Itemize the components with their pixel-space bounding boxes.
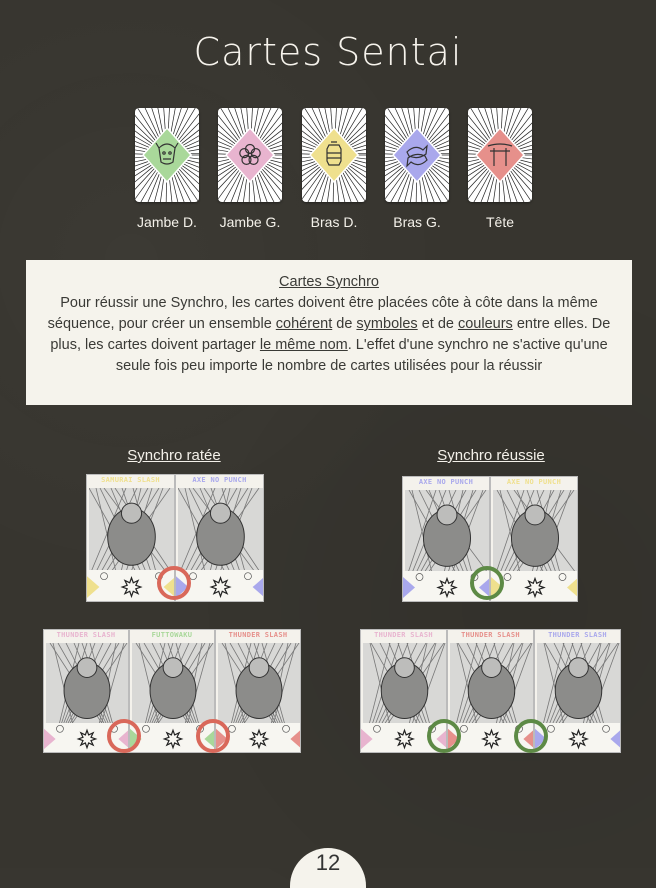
match-circle bbox=[514, 719, 548, 753]
card-type-bras-d bbox=[289, 108, 379, 230]
example-failed-bottom bbox=[43, 629, 303, 753]
card-illustration bbox=[363, 643, 446, 725]
card-back bbox=[468, 108, 532, 202]
card-back bbox=[218, 108, 282, 202]
synchro-rules-panel bbox=[26, 260, 632, 405]
match-circle bbox=[470, 566, 504, 600]
card-type-tete bbox=[455, 108, 545, 230]
card-type-label: Jambe G. bbox=[219, 214, 281, 230]
card-illustration bbox=[405, 490, 489, 573]
panel-text: Pour réussir une Synchro, les cartes doivent être placées côte à côte dans la même séquence, pour créer un ensemble cohérent de symboles et de couleurs entre elles. De plus, les cartes doivent partager le même nom. L'effet d'une synchro ne s'active qu'une seule fois peu importe le nombre de cartes utilisées pour la réussir bbox=[47, 295, 611, 374]
example-success-bottom bbox=[360, 629, 621, 753]
card-name: THUNDER SLASH bbox=[56, 631, 116, 639]
card-name: THUNDER SLASH bbox=[374, 631, 433, 639]
mismatch-circle bbox=[157, 566, 191, 600]
card-type-label: Bras G. bbox=[393, 214, 441, 230]
card-name: THUNDER SLASH bbox=[548, 631, 607, 639]
match-circle bbox=[427, 719, 461, 753]
card-illustration bbox=[178, 488, 263, 572]
card-illustration bbox=[132, 643, 214, 725]
card-back bbox=[135, 108, 199, 202]
card-back bbox=[385, 108, 449, 202]
card-type-label: Tête bbox=[485, 214, 514, 230]
card-type-bras-g bbox=[372, 108, 462, 230]
card-type-label: Jambe D. bbox=[137, 214, 197, 230]
card-name: AXE NO PUNCH bbox=[418, 478, 474, 486]
card-name: THUNDER SLASH bbox=[461, 631, 520, 639]
card-symbol-strip bbox=[491, 571, 578, 601]
card-illustration bbox=[89, 488, 174, 572]
card-illustration bbox=[450, 643, 533, 725]
card-illustration bbox=[493, 490, 577, 573]
card-name: THUNDER SLASH bbox=[228, 631, 288, 639]
card-name: SAMURAI SLASH bbox=[101, 476, 160, 484]
mismatch-circle bbox=[196, 719, 230, 753]
card-type-jambe-d bbox=[122, 108, 212, 230]
page-title: Cartes Sentai bbox=[193, 30, 463, 74]
success-synchro-heading: Synchro réussie bbox=[437, 447, 545, 464]
card-name: FUTTOWAKU bbox=[151, 631, 193, 639]
card-type-jambe-g bbox=[205, 108, 295, 230]
mismatch-circle bbox=[107, 719, 141, 753]
card-type-label: Bras D. bbox=[310, 214, 358, 230]
card-illustration bbox=[537, 643, 620, 725]
card-type-row bbox=[0, 108, 656, 238]
failed-synchro-heading: Synchro ratée bbox=[127, 447, 221, 464]
card-illustration bbox=[46, 643, 128, 725]
card-name: AXE NO PUNCH bbox=[506, 478, 562, 486]
card-back bbox=[302, 108, 366, 202]
card-name: AXE NO PUNCH bbox=[192, 476, 247, 484]
page-number: 12 bbox=[290, 848, 366, 888]
card-illustration bbox=[218, 643, 300, 725]
panel-title: Cartes Synchro bbox=[279, 274, 379, 290]
